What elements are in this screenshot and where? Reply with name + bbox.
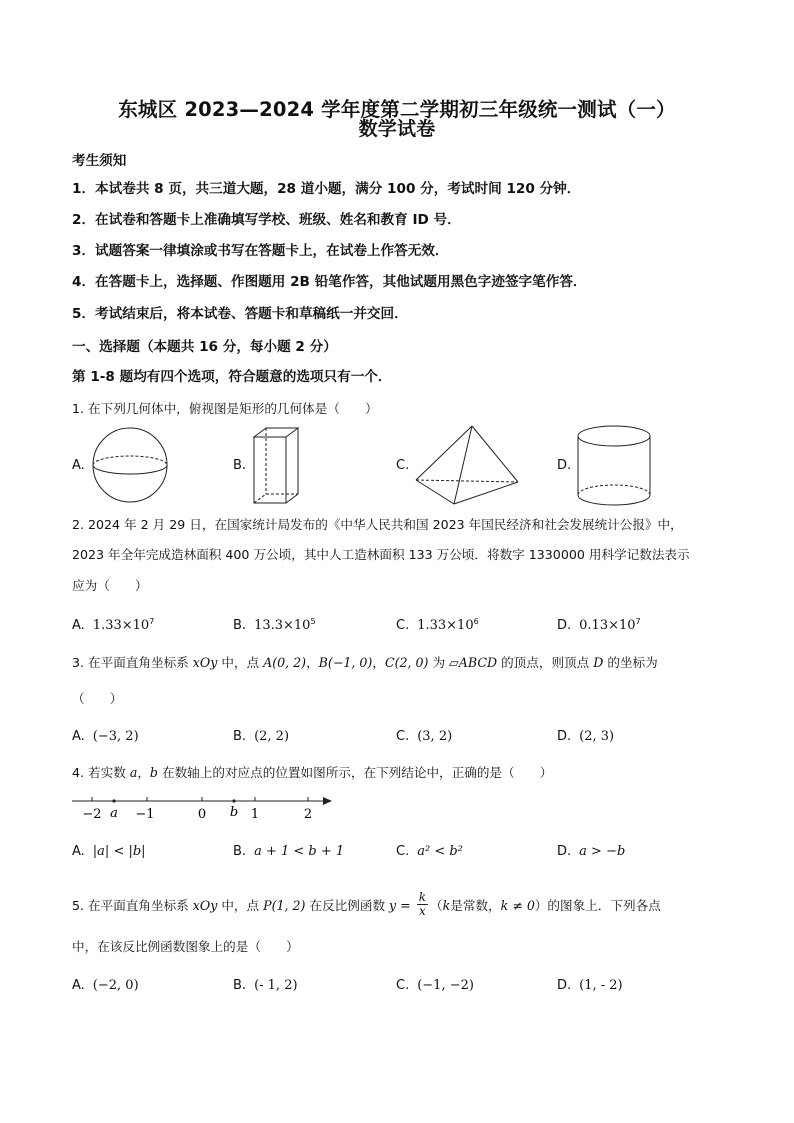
q3-text: 的顶点，则顶点 <box>497 655 594 670</box>
option-value: a² < b² <box>417 844 463 859</box>
q3-point-a: A(0, 2) <box>263 655 307 670</box>
option-exponent: 7 <box>635 617 641 626</box>
q4-stem <box>72 764 552 782</box>
q5-option-a <box>72 977 139 995</box>
q1-stem: 1. 在下列几何体中，俯视图是矩形的几何体是（ ） <box>72 401 378 416</box>
option-exponent: 5 <box>310 617 316 626</box>
option-label: D. <box>557 729 572 744</box>
cylinder-figure <box>576 424 656 508</box>
option-value: (2, 3) <box>579 729 615 744</box>
q4-var-b: b <box>149 765 158 780</box>
q5-point-p: P(1, 2) <box>263 898 306 913</box>
q5-fraction <box>417 891 428 918</box>
q2-line-1: 2. 2024 年 2 月 29 日，在国家统计局发布的《中华人民共和国 2023 年国民经济和社会发展统计公报》中， <box>72 517 683 532</box>
option-value: |a| < |b| <box>92 844 146 859</box>
q3-coordinate-system: xOy <box>192 655 218 670</box>
option-label: A. <box>72 978 85 993</box>
q4-text: 4. 若实数 <box>72 765 130 780</box>
number-line-arrow-icon <box>323 797 332 805</box>
q4-option-a <box>72 843 146 861</box>
q5-line-2: 中，在该反比例函数图象上的是（ ） <box>72 939 299 954</box>
q2-option-a <box>72 613 154 635</box>
exam-subtitle: 数学试卷 <box>358 118 436 140</box>
option-label: A. <box>72 844 85 859</box>
option-label: D. <box>557 844 572 859</box>
q3-text: 的坐标为 <box>603 655 658 670</box>
option-label: D. <box>557 978 572 993</box>
q3-point-c: C(2, 0) <box>384 655 429 670</box>
q4-option-c <box>396 843 463 861</box>
rectangular-prism-figure <box>248 425 308 507</box>
notice-item-2: 2．在试卷和答题卡上准确填写学校、班级、姓名和教育 ID 号． <box>72 212 461 228</box>
tick-label-neg2: −2 <box>82 807 102 822</box>
q1-option-b-label: B. <box>233 458 247 473</box>
tick-label-b: b <box>229 805 239 820</box>
q4-var-a: a <box>129 765 138 780</box>
q3-line-1 <box>72 654 658 672</box>
q2-line-3: 应为（ ） <box>72 578 148 593</box>
option-mantissa: 0.13×10 <box>579 618 636 633</box>
q5-line-1 <box>72 890 661 920</box>
option-value: (1, - 2) <box>579 978 623 993</box>
option-mantissa: 13.3×10 <box>254 618 311 633</box>
option-value: (3, 2) <box>417 729 453 744</box>
q5-coordinate-system: xOy <box>192 898 218 913</box>
q3-text: 3. 在平面直角坐标系 <box>72 655 193 670</box>
q2-option-d <box>557 613 641 635</box>
option-value: a + 1 < b + 1 <box>254 844 345 859</box>
notice-item-4: 4．在答题卡上，选择题、作图题用 2B 铅笔作答，其他试题用黑色字迹签字笔作答． <box>72 274 587 290</box>
option-label: C. <box>396 844 410 859</box>
pyramid-figure <box>412 424 522 506</box>
tick-label-0: 0 <box>197 807 207 822</box>
option-label: C. <box>396 978 410 993</box>
section-heading: 一、选择题（本题共 16 分，每小题 2 分） <box>72 339 337 355</box>
q5-option-c <box>396 977 474 995</box>
option-label: A. <box>72 618 85 633</box>
option-mantissa: 1.33×10 <box>417 618 474 633</box>
option-exponent: 6 <box>473 617 479 626</box>
q5-fraction-denominator: x <box>418 904 426 918</box>
option-value: (−2, 0) <box>92 978 139 993</box>
point-a-dot <box>112 799 115 802</box>
q5-text: 中，点 <box>217 898 264 913</box>
q3-option-d <box>557 728 614 746</box>
q3-option-c <box>396 728 452 746</box>
q3-option-a <box>72 728 139 746</box>
q3-text: 中，点 <box>217 655 264 670</box>
q3-parallelogram: ▱ABCD <box>449 655 498 670</box>
q5-fraction-numerator: k <box>418 890 427 904</box>
q4-option-b <box>233 843 344 861</box>
q1-option-d-label: D. <box>557 458 572 473</box>
q5-option-d <box>557 977 623 995</box>
number-line <box>70 792 340 826</box>
option-label: B. <box>233 844 247 859</box>
option-exponent: 7 <box>149 617 155 626</box>
q5-text: 是常数， <box>450 898 501 913</box>
option-mantissa: 1.33×10 <box>92 618 150 633</box>
q4-text: ， <box>137 765 150 780</box>
q3-text: 为 <box>428 655 450 670</box>
q5-condition: k ≠ 0 <box>500 898 535 913</box>
option-value: (−1, −2) <box>417 978 474 993</box>
notice-item-5: 5．考试结束后，将本试卷、答题卡和草稿纸一并交回． <box>72 306 408 322</box>
notice-item-1: 1．本试卷共 8 页，共三道大题，28 道小题，满分 100 分，考试时间 120 分钟． <box>72 181 581 197</box>
section-instruction: 第 1-8 题均有四个选项，符合题意的选项只有一个． <box>72 369 392 385</box>
option-value: (- 1, 2) <box>254 978 298 993</box>
q1-option-a-label: A. <box>72 458 85 473</box>
q5-function-lhs: y = <box>389 898 411 913</box>
q3-line-2: （ ） <box>72 691 123 706</box>
option-label: B. <box>233 729 247 744</box>
option-label: C. <box>396 618 410 633</box>
option-value: (−3, 2) <box>92 729 139 744</box>
notice-heading: 考生须知 <box>72 153 127 169</box>
option-label: D. <box>557 618 572 633</box>
q3-text: ， <box>372 655 385 670</box>
q5-var-k: k <box>442 898 451 913</box>
tick-label-1: 1 <box>250 807 260 822</box>
q3-text: ， <box>306 655 319 670</box>
sphere-figure <box>88 425 174 505</box>
q3-point-b: B(−1, 0) <box>318 655 373 670</box>
option-label: C. <box>396 729 410 744</box>
q2-option-c <box>396 613 479 635</box>
option-label: A. <box>72 729 85 744</box>
q5-text: ）的图象上．下列各点 <box>534 898 661 913</box>
q5-option-b <box>233 977 298 995</box>
exam-title: 东城区 2023—2024 学年度第二学期初三年级统一测试（一） <box>118 98 676 121</box>
q3-option-b <box>233 728 289 746</box>
q2-option-b <box>233 613 316 635</box>
q2-line-2: 2023 年全年完成造林面积 400 万公顷，其中人工造林面积 133 万公顷．将数字 1330000 用科学记数法表示 <box>72 547 690 562</box>
q5-text: 在反比例函数 <box>305 898 390 913</box>
option-label: B. <box>233 978 247 993</box>
option-label: B. <box>233 618 247 633</box>
q3-point-d: D <box>593 655 604 670</box>
tick-label-a: a <box>110 806 118 821</box>
tick-label-neg1: −1 <box>135 807 155 822</box>
notice-item-3: 3．试题答案一律填涂或书写在答题卡上，在试卷上作答无效． <box>72 243 449 259</box>
q4-option-d <box>557 843 625 861</box>
option-value: a > −b <box>579 844 626 859</box>
option-value: (2, 2) <box>254 729 290 744</box>
q5-text: 5. 在平面直角坐标系 <box>72 898 193 913</box>
q4-text: 在数轴上的对应点的位置如图所示，在下列结论中，正确的是（ ） <box>157 765 553 780</box>
q5-text: （ <box>430 898 443 913</box>
point-b-dot <box>232 799 235 802</box>
q1-option-c-label: C. <box>396 458 410 473</box>
tick-label-2: 2 <box>303 807 313 822</box>
